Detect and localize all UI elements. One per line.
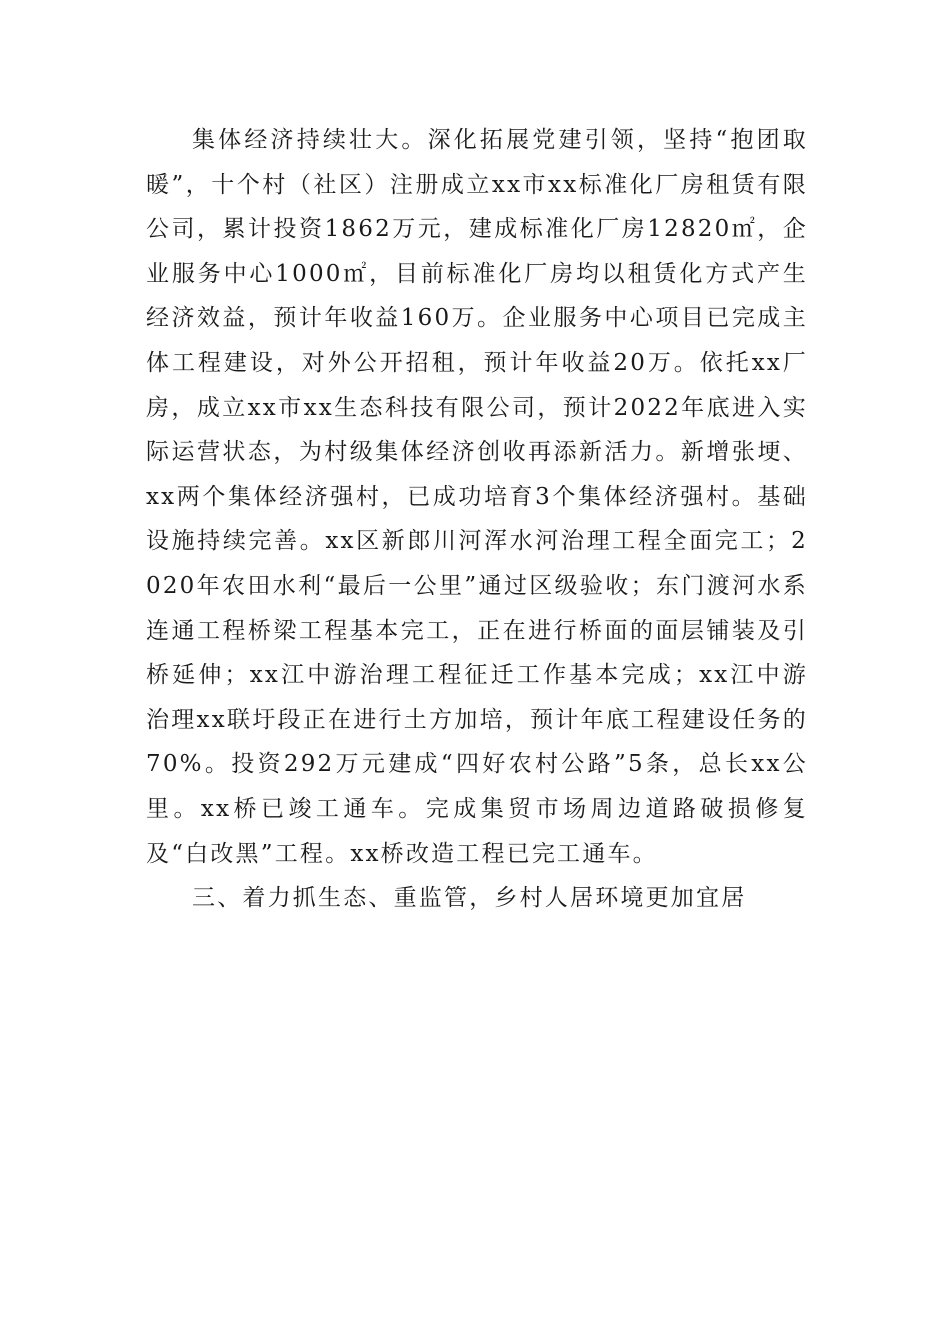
body-paragraph: 集体经济持续壮大。深化拓展党建引领，坚持“抱团取暖”，十个村（社区）注册成立xx市xx标准化厂房租赁有限公司，累计投资1862万元，建成标准化厂房12820㎡，企业服务中心1000㎡，目前标准化厂房均以租赁化方式产生经济效益，预计年收益160万。企业服务中心项目已完成主体工程建设，对外公开招租，预计年收益20万。依托xx厂房，成立xx市xx生态科技有限公司，预计2022年底进入实际运营状态，为村级集体经济创收再添新活力。新增张埂、xx两个集体经济强村，已成功培育3个集体经济强村。基础设施持续完善。xx区新郎川河浑水河治理工程全面完工；2020年农田水利“最后一公里”通过区级验收；东门渡河水系连通工程桥梁工程基本完工，正在进行桥面的面层铺装及引桥延伸；xx江中游治理工程征迁工作基本完成；xx江中游治理xx联圩段正在进行土方加培，预计年底工程建设任务的70%。投资292万元建成“四好农村公路”5条，总长xx公里。xx桥已竣工通车。完成集贸市场周边道路破损修复及“白改黑”工程。xx桥改造工程已完工通车。 bbox=[146, 127, 808, 867]
document-body bbox=[146, 118, 808, 921]
section-heading: 三、着力抓生态、重监管，乡村人居环境更加宜居 bbox=[192, 885, 747, 912]
